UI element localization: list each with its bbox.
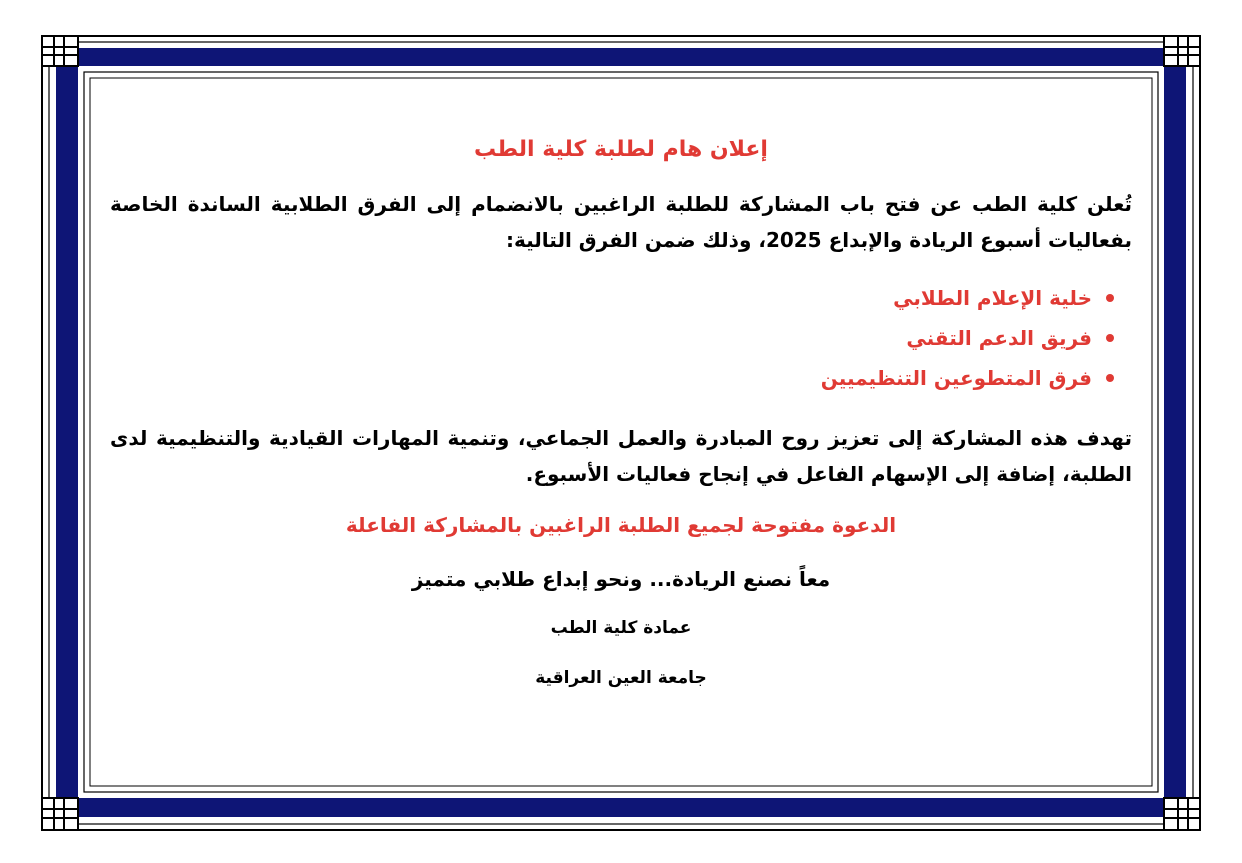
announcement-title: إعلان هام لطلبة كلية الطب [474, 137, 768, 162]
corner-ornament-bottom-right [1164, 798, 1200, 830]
announcement-body [110, 120, 1132, 690]
signature-university: جامعة العين العراقية [535, 668, 707, 688]
team-name: فريق الدعم التقني [906, 326, 1092, 350]
bullet-icon [1106, 294, 1114, 302]
teams-list [110, 278, 1132, 398]
goals-paragraph: تهدف هذه المشاركة إلى تعزيز روح المبادرة والعمل الجماعي، وتنمية المهارات القيادية والتنظيمية لدى الطلبة، إضافة إلى الإسهام الفاعل في إنجاح فعاليات الأسبوع. [110, 426, 1132, 486]
list-item [110, 358, 1114, 398]
list-item [110, 278, 1114, 318]
corner-ornament-top-left [42, 36, 78, 66]
list-item [110, 318, 1114, 358]
corner-ornament-bottom-left [42, 798, 78, 830]
bullet-icon [1106, 334, 1114, 342]
corner-ornament-top-right [1164, 36, 1200, 66]
team-name: فرق المتطوعين التنظيميين [820, 366, 1092, 390]
intro-paragraph: تُعلن كلية الطب عن فتح باب المشاركة للطلبة الراغبين بالانضمام إلى الفرق الطلابية الساندة الخاصة بفعاليات أسبوع الريادة والإبداع 2025، وذلك ضمن الفرق التالية: [110, 192, 1132, 252]
slogan-line: معاً نصنع الريادة... ونحو إبداع طلابي متميز [411, 567, 831, 591]
invitation-line: الدعوة مفتوحة لجميع الطلبة الراغبين بالمشاركة الفاعلة [345, 513, 897, 537]
signature-dean: عمادة كلية الطب [550, 618, 692, 638]
bullet-icon [1106, 374, 1114, 382]
team-name: خلية الإعلام الطلابي [893, 286, 1092, 310]
